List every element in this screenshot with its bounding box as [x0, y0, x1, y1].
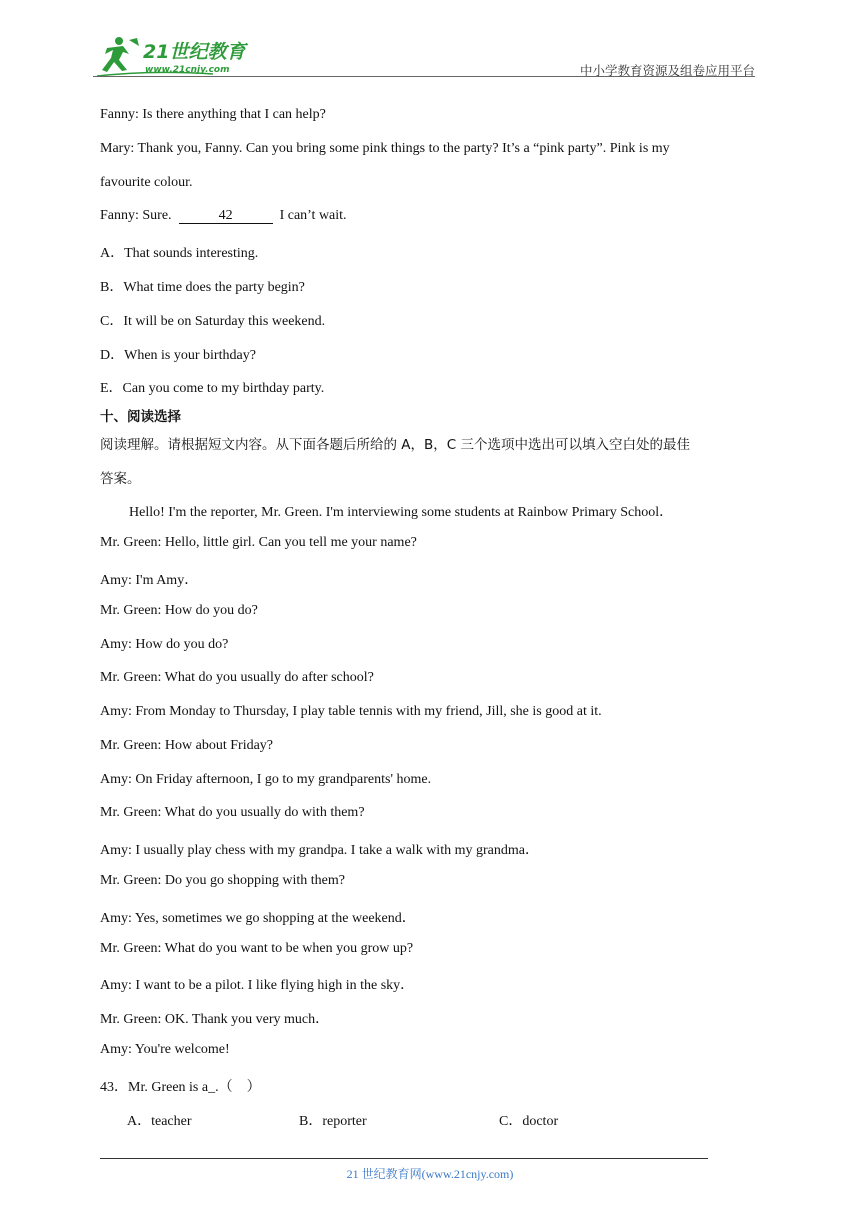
answer-option-c[interactable]: C．doctor — [499, 1114, 559, 1129]
dialogue-suffix: I can’t wait. — [279, 208, 347, 223]
footer-text[interactable]: 21 世纪教育网(www.21cnjy.com) — [346, 1167, 514, 1181]
site-tag: 中小学教育资源及组卷应用平台 — [579, 63, 755, 78]
passage-line: Mr. Green: What do you usually do with them? — [100, 805, 365, 820]
passage-line: Mr. Green: OK. Thank you very much． — [100, 1012, 330, 1027]
passage-line: Mr. Green: What do you usually do after school? — [100, 670, 374, 685]
section-title: 十、阅读选择 — [100, 409, 181, 425]
option-item: B．What time does the party begin? — [100, 280, 305, 295]
passage-line: Amy: I'm Amy． — [100, 573, 199, 588]
dialogue-line: Mary: Thank you, Fanny. Can you bring some pink things to the party? It’s a “pink party”. Pink is my — [100, 141, 670, 156]
question-43-stem — [100, 1076, 261, 1096]
dialogue-line: favourite colour. — [100, 175, 193, 190]
passage-line: Mr. Green: How do you do? — [100, 603, 258, 618]
passage-line: Amy: I want to be a pilot. I like flying high in the sky． — [100, 978, 415, 993]
passage-line: Mr. Green: Do you go shopping with them? — [100, 873, 345, 888]
running-figure-icon — [102, 37, 139, 72]
passage-line: Amy: You're welcome! — [100, 1042, 230, 1057]
dialogue-prefix: Fanny: Sure. — [100, 208, 172, 223]
answer-option-a[interactable]: A．teacher — [127, 1114, 192, 1129]
passage-line: Mr. Green: Hello, little girl. Can you tell me your name? — [100, 535, 417, 550]
section-instruction: 阅读理解。请根据短文内容。从下面各题后所给的 A，B，C 三个选项中选出可以填入空白处的最佳 — [100, 437, 691, 453]
passage-line: Amy: I usually play chess with my grandpa. I take a walk with my grandma． — [100, 843, 539, 858]
passage-intro: Hello! I'm the reporter, Mr. Green. I'm interviewing some students at Rainbow Primary School． — [129, 505, 674, 520]
answer-blank-42: 42 — [179, 208, 273, 224]
question-blank: _ — [208, 1080, 216, 1095]
option-item: E．Can you come to my birthday party. — [100, 381, 325, 396]
passage-line: Amy: Yes, sometimes we go shopping at the weekend． — [100, 911, 416, 926]
logo-url: www.21cnjy.com — [145, 65, 230, 75]
passage-line: Amy: From Monday to Thursday, I play table tennis with my friend, Jill, she is good at it. — [100, 704, 602, 719]
dialogue-line: Fanny: Is there anything that I can help? — [100, 107, 326, 122]
option-item: A．That sounds interesting. — [100, 246, 259, 261]
passage-line: Amy: How do you do? — [100, 637, 229, 652]
page-header — [93, 30, 755, 80]
option-item: C．It will be on Saturday this weekend. — [100, 314, 326, 329]
question-text: 43．Mr. Green is a — [100, 1080, 209, 1095]
header-divider — [93, 76, 755, 77]
answer-option-b[interactable]: B．reporter — [299, 1114, 367, 1129]
passage-line: Mr. Green: How about Friday? — [100, 738, 274, 753]
question-tail: .（ ） — [215, 1080, 261, 1095]
logo — [93, 34, 263, 78]
logo-text: 21世纪教育 — [143, 41, 246, 63]
passage-line: Amy: On Friday afternoon, I go to my grandparents' home. — [100, 772, 432, 787]
dialogue-line-with-blank — [100, 208, 347, 224]
section-instruction: 答案。 — [100, 471, 141, 487]
passage-line: Mr. Green: What do you want to be when you grow up? — [100, 941, 414, 956]
option-item: D．When is your birthday? — [100, 348, 256, 363]
footer-divider — [100, 1158, 708, 1159]
